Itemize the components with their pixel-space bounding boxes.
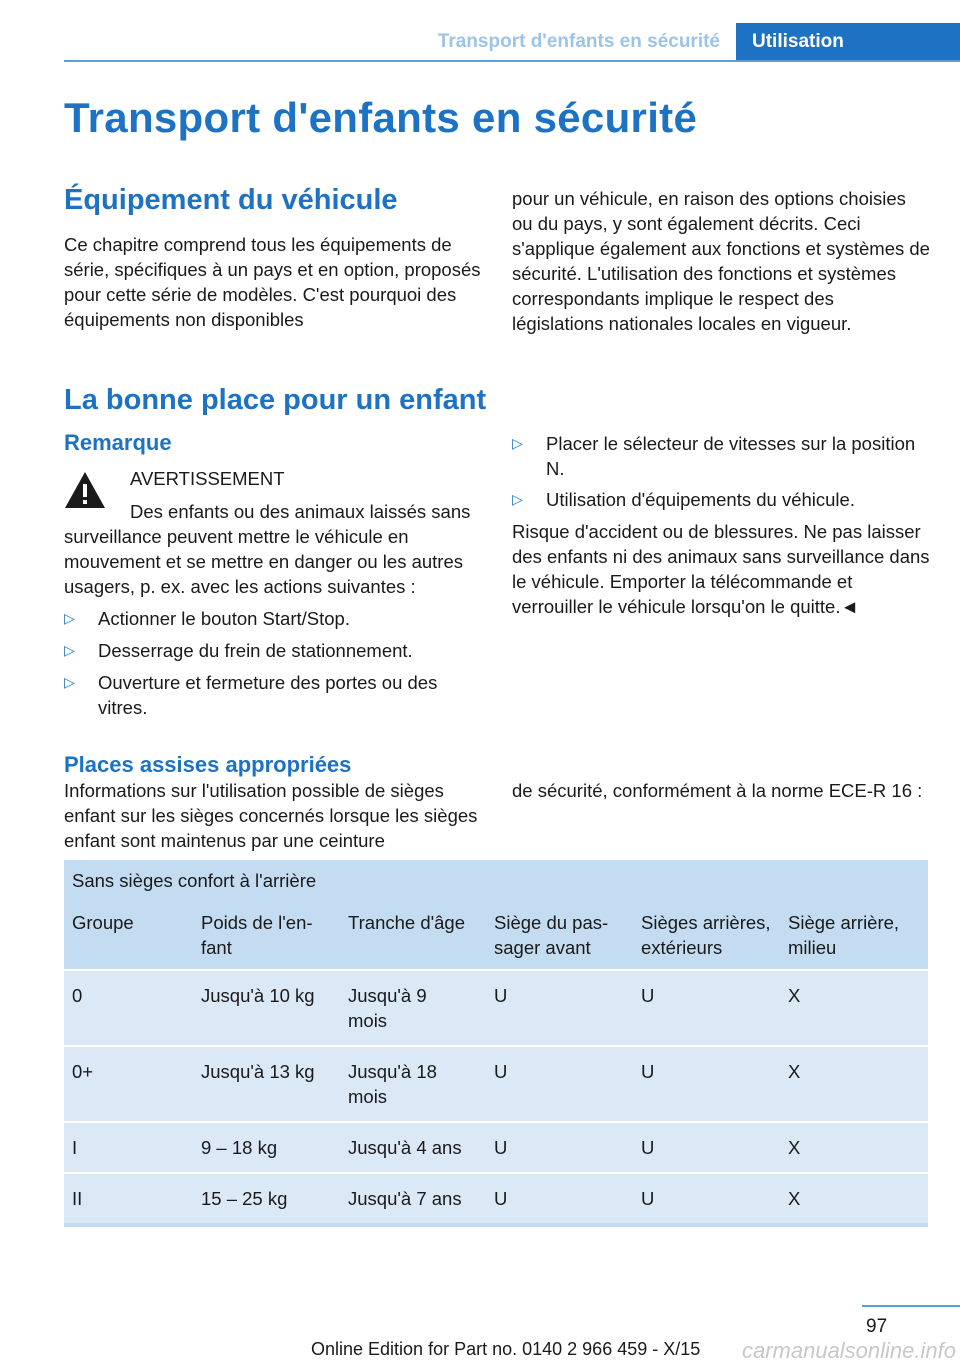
- column-header: Siège arrière, milieu: [780, 901, 928, 970]
- table-caption-row: [64, 860, 928, 901]
- table-cell: U: [633, 970, 780, 1046]
- table-cell: Jusqu'à 13 kg: [193, 1046, 340, 1122]
- table-cell: I: [64, 1122, 193, 1173]
- table-cell: X: [780, 1173, 928, 1225]
- column-header: Sièges arrières, extérieurs: [633, 901, 780, 970]
- column-header: Tranche d'âge: [340, 901, 486, 970]
- table-cell: Jusqu'à 18 mois: [340, 1046, 486, 1122]
- edition-footer: Online Edition for Part no. 0140 2 966 459 - X/15: [311, 1339, 701, 1359]
- table-row: [64, 1173, 928, 1225]
- table-row: [64, 970, 928, 1046]
- table-cell: Jusqu'à 9 mois: [340, 970, 486, 1046]
- section-heading-place: La bonne place pour un enfant: [64, 384, 487, 416]
- section-heading-equipment: Équipement du véhicule: [64, 184, 398, 216]
- list-item-text: Actionner le bouton Start/Stop.: [98, 608, 350, 629]
- list-item-text: Ouverture et fermeture des portes ou des vitres.: [98, 672, 438, 718]
- table-row: [64, 1046, 928, 1122]
- table-cell: X: [780, 970, 928, 1046]
- child-seat-table: [64, 860, 928, 1227]
- bullet-triangle-icon: ▷: [64, 642, 75, 658]
- subheading-remark: Remarque: [64, 430, 172, 455]
- table-row: [64, 1122, 928, 1173]
- equipment-text-right: pour un véhicule, en raison des options choisies ou du pays, y sont également décrits. Ceci s'applique également aux fonctions et systèmes de sécurité. L'utilisation des fonctions et systèmes correspondants implique le respect des législations nationales locales en vigueur.: [512, 188, 930, 334]
- table-cell: Jusqu'à 7 ans: [340, 1173, 486, 1225]
- list-item-text: Utilisation d'équipements du véhicule.: [546, 489, 855, 510]
- bullet-triangle-icon: ▷: [64, 610, 75, 626]
- table-cell: U: [486, 1046, 633, 1122]
- page-number: 97: [866, 1316, 888, 1337]
- table-cell: 9 – 18 kg: [193, 1122, 340, 1173]
- table-cell: 0: [64, 970, 193, 1046]
- table-header-row: [64, 901, 928, 970]
- table-cell: Jusqu'à 4 ans: [340, 1122, 486, 1173]
- equipment-text-left: Ce chapitre comprend tous les équipements de série, spécifiques à un pays et en option, proposés pour cette série de modèles. C'est pourquoi des équipements non disponibles: [64, 234, 481, 330]
- table-cell: U: [633, 1122, 780, 1173]
- warning-title: AVERTISSEMENT: [130, 468, 285, 489]
- table-cell: U: [486, 970, 633, 1046]
- list-item-text: Placer le sélecteur de vitesses sur la position N.: [546, 433, 916, 479]
- table-cell: U: [633, 1046, 780, 1122]
- risk-text: Risque d'accident ou de blessures. Ne pas laisser des enfants ni des animaux sans surveillance dans le véhicule. Emporter la télécommande et verrouiller le véhicule lorsqu'on le quitte.◄: [512, 521, 930, 617]
- running-header-tab: Utilisation: [736, 23, 960, 62]
- header-rule: [64, 60, 960, 62]
- page-title: Transport d'enfants en sécurité: [64, 94, 698, 141]
- bullet-triangle-icon: ▷: [64, 674, 75, 690]
- warning-text-first-line: Des enfants ou des animaux laissés sans: [130, 501, 471, 522]
- table-cell: X: [780, 1046, 928, 1122]
- warning-text: surveillance peuvent mettre le véhicule en mouvement et se mettre en danger ou les autres usagers, p. ex. avec les actions suivantes :: [64, 526, 463, 597]
- table-cell: X: [780, 1122, 928, 1173]
- running-header-section: Transport d'enfants en sécurité: [437, 31, 720, 52]
- subheading-seats: Places assises appropriées: [64, 752, 352, 777]
- table-cell: 0+: [64, 1046, 193, 1122]
- table-cell: 15 – 25 kg: [193, 1173, 340, 1225]
- seats-text-left: Informations sur l'utilisation possible de sièges enfant sur les sièges concernés lorsque les sièges enfant sont maintenus par une ceinture: [64, 780, 478, 851]
- table-cell: U: [486, 1122, 633, 1173]
- watermark: carmanualsonline.info: [741, 1338, 956, 1363]
- list-item-text: Desserrage du frein de stationnement.: [98, 640, 413, 661]
- column-header: Siège du passager avant: [486, 901, 633, 970]
- table-cell: Jusqu'à 10 kg: [193, 970, 340, 1046]
- bullet-triangle-icon: ▷: [512, 491, 523, 507]
- column-header: Poids de l'enfant: [193, 901, 340, 970]
- footer-rule: [862, 1305, 960, 1307]
- column-header: Groupe: [64, 901, 193, 970]
- table-cell: U: [633, 1173, 780, 1225]
- warning-icon: [64, 470, 106, 510]
- table-cell: II: [64, 1173, 193, 1225]
- table-caption: Sans sièges confort à l'arrière: [64, 860, 928, 901]
- seats-text-right: de sécurité, conformément à la norme ECE-R 16 :: [512, 780, 923, 801]
- bullet-triangle-icon: ▷: [512, 435, 523, 451]
- table-cell: U: [486, 1173, 633, 1225]
